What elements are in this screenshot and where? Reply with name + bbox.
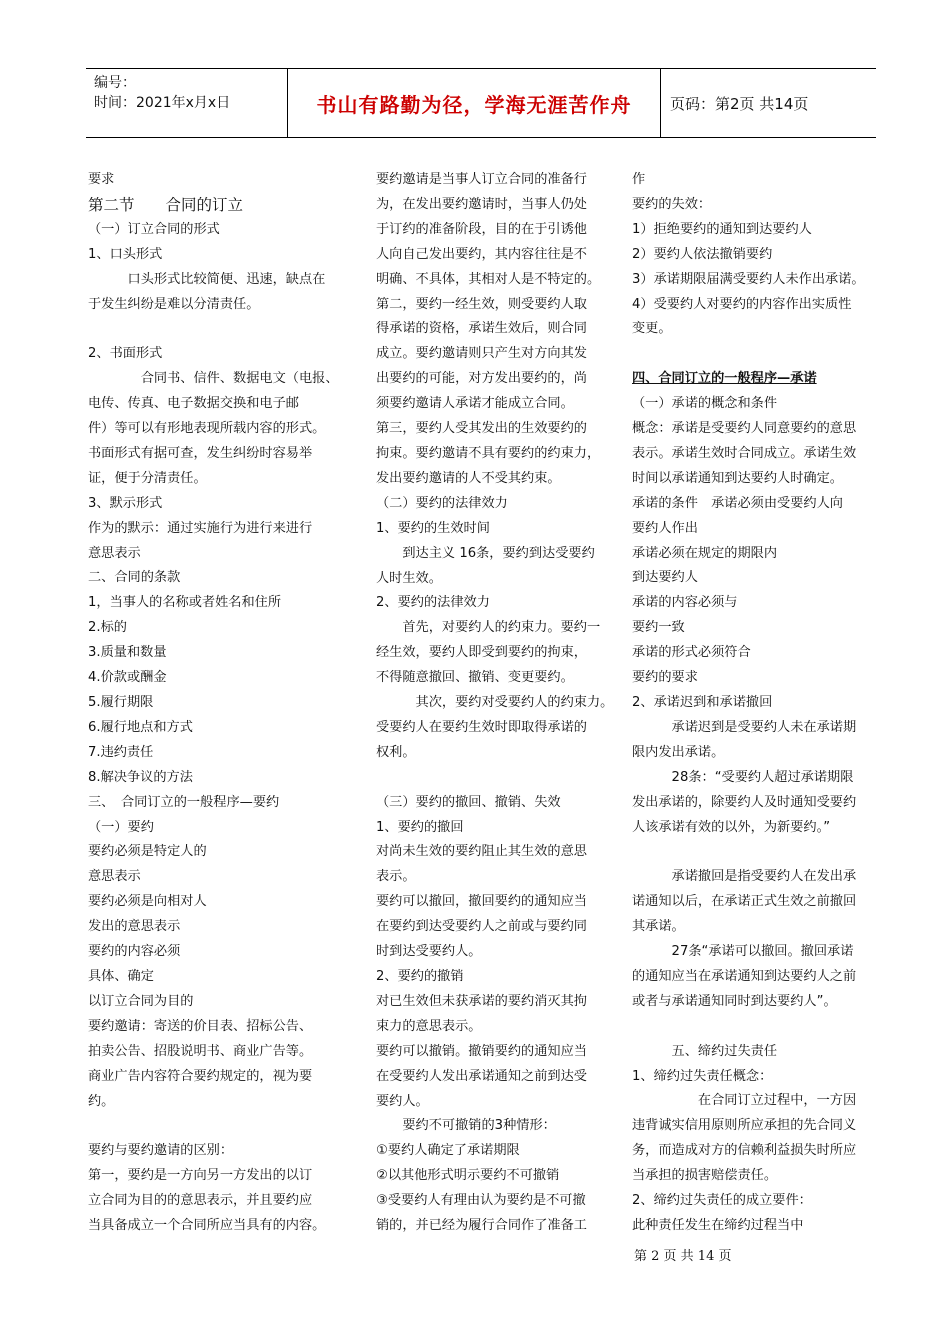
text-line: 时到达受要约人。: [376, 944, 482, 960]
text-line: 以订立合同为目的: [88, 993, 194, 1009]
text-line: 2、书面形式: [88, 346, 163, 362]
text-line: 作为的默示：通过实施行为进行来进行: [88, 520, 313, 536]
text-line: 要约的内容必须: [88, 944, 181, 960]
text-line: 对已生效但未获承诺的要约消灭其拘: [376, 993, 587, 1009]
text-line: 意思表示: [88, 545, 141, 561]
text-line: 3、默示形式: [88, 495, 163, 511]
text-line: （二）要约的法律效力: [376, 495, 508, 511]
text-column-middle: [376, 168, 622, 1239]
text-line: 具体、确定: [88, 968, 154, 984]
text-line: 得承诺的资格，承诺生效后，则合同: [376, 321, 587, 337]
text-line: 要约可以撤销。撤销要约的通知应当: [376, 1043, 587, 1059]
text-line: ①要约人确定了承诺期限: [376, 1143, 520, 1159]
text-line: 变更。: [632, 321, 672, 337]
text-line: 5.履行期限: [88, 695, 154, 711]
text-line: 承诺的内容必须与: [632, 595, 738, 611]
text-line: 要求: [88, 172, 115, 187]
text-column-left: [88, 168, 360, 1239]
text-line: 概念：承诺是受要约人同意要约的意思: [632, 421, 857, 437]
text-line: 表示。: [376, 869, 416, 885]
text-line: 人时生效。: [376, 570, 442, 586]
text-line: 限内发出承诺。: [632, 744, 725, 760]
text-line: [632, 1015, 882, 1040]
text-line: 电传、传真、电子数据交换和电子邮: [88, 396, 299, 412]
text-line: 要约邀请：寄送的价目表、招标公告、: [88, 1018, 313, 1034]
text-line: 时间以承诺通知到达要约人时确定。: [632, 470, 843, 486]
text-line: 第二，要约一经生效，则受要约人取: [376, 296, 587, 312]
text-line: 2.标的: [88, 620, 127, 636]
text-line: 拍卖公告、招股说明书、商业广告等。: [88, 1043, 313, 1059]
text-line: 约。: [88, 1093, 115, 1109]
text-line: 1、口头形式: [88, 246, 163, 262]
text-line: 承诺必须在规定的期限内: [632, 545, 778, 561]
header-meta: [94, 69, 284, 141]
text-line: 成立。要约邀请则只产生对方向其发: [376, 346, 587, 362]
text-line: 要约与要约邀请的区别：: [88, 1143, 234, 1159]
text-column-right: [632, 168, 882, 1239]
text-line: [88, 1114, 360, 1139]
text-line: 当具备成立一个合同所应当具有的内容。: [88, 1218, 326, 1234]
motto-banner: 书山有路勤为径，学海无涯苦作舟: [287, 69, 661, 137]
text-line: 3.质量和数量: [88, 645, 167, 661]
time-label: 时间：2021年x月x日: [94, 95, 231, 111]
page-header: [86, 68, 876, 138]
text-line: 承诺迟到是受要约人未在承诺期: [632, 719, 857, 735]
text-line: 五、缔约过失责任: [632, 1043, 778, 1059]
text-line: 作: [632, 172, 646, 187]
text-line: 28条：“受要约人超过承诺期限: [632, 769, 854, 785]
text-line: 27条“承诺可以撤回。撤回承诺: [632, 944, 854, 960]
text-line: 合同书、信件、数据电文（电报、: [88, 371, 339, 387]
text-line: 1、要约的撤回: [376, 819, 464, 835]
text-line: 权利。: [376, 744, 416, 760]
text-line: 其承诺。: [632, 919, 685, 935]
number-label: 编号：: [94, 75, 136, 91]
text-line: 口头形式比较简便、迅速，缺点在: [88, 271, 326, 287]
text-line: 要约一致: [632, 620, 685, 636]
text-line: 证，便于分清责任。: [88, 470, 207, 486]
text-line: 2、要约的法律效力: [376, 595, 490, 611]
text-line: （一）要约: [88, 819, 154, 835]
text-line: 人该承诺有效的以外，为新要约。”: [632, 819, 831, 835]
text-line: 销的，并已经为履行合同作了准备工: [376, 1218, 587, 1234]
text-line: 在要约到达受要约人之前或与要约同: [376, 919, 587, 935]
text-line: 束力的意思表示。: [376, 1018, 482, 1034]
text-line: 4.价款或酬金: [88, 670, 167, 686]
text-line: 8.解决争议的方法: [88, 769, 193, 785]
text-line: 当承担的损害赔偿责任。: [632, 1168, 778, 1184]
text-line: （一）订立合同的形式: [88, 221, 220, 237]
text-line: 二、合同的条款: [88, 570, 181, 586]
text-line: 意思表示: [88, 869, 141, 885]
text-line: 人向自己发出要约，其内容往往是不: [376, 246, 587, 262]
text-line: 或者与承诺通知同时到达要约人”。: [632, 993, 837, 1009]
text-line: 不得随意撤回、撤销、变更要约。: [376, 670, 574, 686]
text-line: 1，当事人的名称或者姓名和住所: [88, 595, 282, 611]
text-line: 3）承诺期限届满受要约人未作出承诺。: [632, 271, 865, 287]
text-line: 承诺的条件 承诺必须由受要约人向: [632, 495, 843, 511]
text-line: 为，在发出要约邀请时，当事人仍处: [376, 196, 587, 212]
text-line: 表示。承诺生效时合同成立。承诺生效: [632, 445, 857, 461]
text-line: 要约人。: [376, 1093, 429, 1109]
text-line: 三、 合同订立的一般程序—要约: [88, 794, 280, 810]
text-line: 2、要约的撤销: [376, 968, 464, 984]
text-line: 要约可以撤回，撤回要约的通知应当: [376, 894, 587, 910]
text-line: 要约的要求: [632, 670, 698, 686]
text-line: 明确、不具体，其相对人是不特定的。: [376, 271, 601, 287]
text-line: 1、要约的生效时间: [376, 520, 490, 536]
text-line: 的通知应当在承诺通知到达要约人之前: [632, 968, 857, 984]
text-line: [88, 317, 360, 342]
text-line: 2）要约人依法撤销要约: [632, 246, 773, 262]
text-line: 受要约人在要约生效时即取得承诺的: [376, 719, 587, 735]
page-footer: 第 2 页 共 14 页: [634, 1249, 732, 1264]
text-line: 四、合同订立的一般程序—承诺: [632, 371, 817, 387]
text-line: 要约人作出: [632, 520, 698, 536]
text-line: 第一，要约是一方向另一方发出的以订: [88, 1168, 313, 1184]
text-line: 第二节 合同的订立: [88, 195, 244, 214]
text-line: [376, 766, 622, 791]
text-line: 于订约的准备阶段，目的在于引诱他: [376, 221, 587, 237]
text-line: 立合同为目的的意思表示，并且要约应: [88, 1193, 313, 1209]
text-line: 经生效，要约人即受到要约的拘束，: [376, 645, 587, 661]
text-line: 发出的意思表示: [88, 919, 181, 935]
text-line: 承诺的形式必须符合: [632, 645, 751, 661]
text-line: 违背诚实信用原则所应承担的先合同义: [632, 1118, 857, 1134]
text-line: 第三，要约人受其发出的生效要约的: [376, 421, 587, 437]
text-line: [632, 342, 882, 367]
text-line: [632, 840, 882, 865]
text-line: 在合同订立过程中，一方因: [632, 1093, 857, 1109]
text-line: 此种责任发生在缔约过程当中: [632, 1218, 804, 1234]
text-line: 1、缔约过失责任概念：: [632, 1068, 773, 1084]
text-line: 1）拒绝要约的通知到达要约人: [632, 221, 812, 237]
text-line: 要约不可撤销的3种情形：: [376, 1118, 556, 1134]
text-line: 拘束。要约邀请不具有要约的约束力，: [376, 445, 601, 461]
text-line: （一）承诺的概念和条件: [632, 396, 778, 412]
text-line: 件）等可以有形地表现所载内容的形式。: [88, 421, 326, 437]
text-line: 书面形式有据可查，发生纠纷时容易举: [88, 445, 313, 461]
text-line: 其次，要约对受要约人的约束力。: [376, 695, 614, 711]
text-line: 首先，对要约人的约束力。要约一: [376, 620, 601, 636]
text-line: 要约必须是向相对人: [88, 894, 207, 910]
text-line: 到达主义 16条，要约到达受要约: [376, 545, 595, 561]
text-line: 7.违约责任: [88, 744, 154, 760]
text-line: 于发生纠纷是难以分清责任。: [88, 296, 260, 312]
text-line: 要约邀请是当事人订立合同的准备行: [376, 172, 587, 187]
text-line: 务，而造成对方的信赖利益损失时所应: [632, 1143, 857, 1159]
text-line: 6.履行地点和方式: [88, 719, 193, 735]
text-line: 在受要约人发出承诺通知之前到达受: [376, 1068, 587, 1084]
text-line: 2、承诺迟到和承诺撤回: [632, 695, 773, 711]
text-line: 到达要约人: [632, 570, 698, 586]
text-line: ②以其他形式明示要约不可撤销: [376, 1168, 560, 1184]
text-line: 出要约的可能，对方发出要约的，尚: [376, 371, 587, 387]
text-line: （三）要约的撤回、撤销、失效: [376, 794, 561, 810]
text-line: 4）受要约人对要约的内容作出实质性: [632, 296, 852, 312]
text-line: 须要约邀请人承诺才能成立合同。: [376, 396, 574, 412]
page-indicator: 页码：第2页 共14页: [670, 94, 809, 113]
text-line: 诺通知以后，在承诺正式生效之前撤回: [632, 894, 857, 910]
text-line: 承诺撤回是指受要约人在发出承: [632, 869, 857, 885]
text-line: 2、缔约过失责任的成立要件：: [632, 1193, 812, 1209]
text-line: 发出要约邀请的人不受其约束。: [376, 470, 561, 486]
text-line: 对尚未生效的要约阻止其生效的意思: [376, 844, 587, 860]
text-line: 商业广告内容符合要约规定的，视为要: [88, 1068, 313, 1084]
text-line: ③受要约人有理由认为要约是不可撤: [376, 1193, 586, 1209]
text-line: 发出承诺的，除要约人及时通知受要约: [632, 794, 857, 810]
text-line: 要约的失效：: [632, 196, 712, 212]
text-line: 要约必须是特定人的: [88, 844, 207, 860]
